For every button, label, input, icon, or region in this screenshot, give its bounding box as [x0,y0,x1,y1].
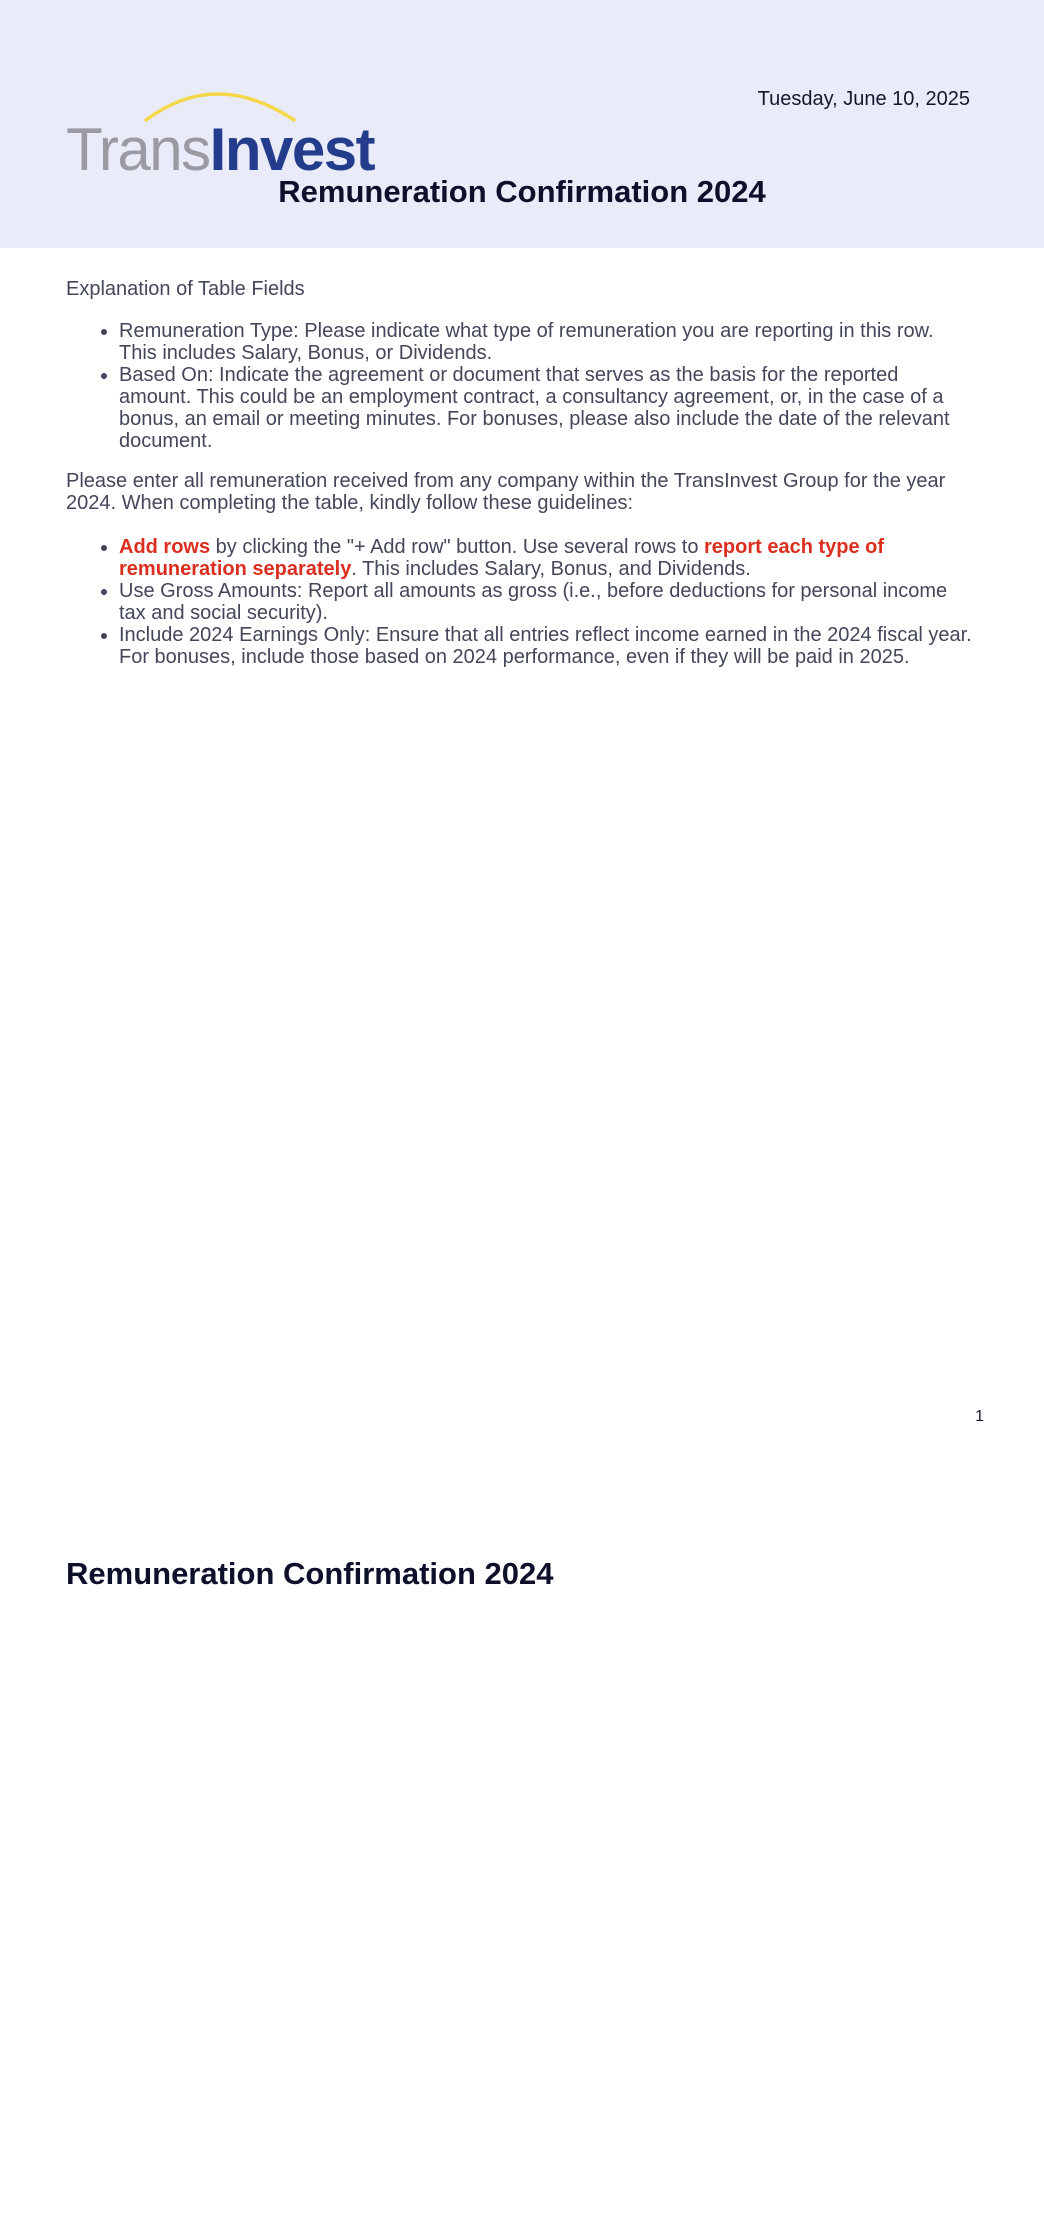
instructions-intro: Please enter all remuneration received from any company within the TransInvest Group for the year 2024. When completing the table, kindly follow these guidelines: [66,470,946,514]
logo-text-trans: Trans [66,116,210,180]
guidelines-list [66,536,976,668]
guideline-text: by clicking the "+ Add row" button. Use several rows to [210,536,705,558]
guideline-text: . This includes Salary, Bonus, and Dividends. [351,558,751,580]
emphasis-add-rows: Add rows [119,536,211,558]
page-header [0,0,1044,248]
transinvest-logo [66,80,376,180]
document-date: Tuesday, June 10, 2025 [757,88,970,110]
logo-text-invest: Invest [209,116,375,180]
page-2-title: Remuneration Confirmation 2024 [66,1556,554,1591]
explanation-list [66,320,976,452]
page-title: Remuneration Confirmation 2024 [278,174,766,209]
emphasis-report-separately: report each type of remuneration separately [119,536,885,580]
list-item [119,536,976,580]
svg-text:TransInvest [66,116,376,180]
page-number: 1 [975,1408,984,1425]
list-item: • Use Gross Amounts: Report all amounts as gross (i.e., before deductions for personal income tax and social security). [119,580,976,624]
list-item: • Remuneration Type: Please indicate what type of remuneration you are reporting in this row. This includes Salary, Bonus, or Dividends. [119,320,976,364]
explanation-heading: Explanation of Table Fields [66,278,305,300]
list-item: • Include 2024 Earnings Only: Ensure that all entries reflect income earned in the 2024 fiscal year. For bonuses, include those based on 2024 performance, even if they will be paid in 2025. [119,624,976,668]
list-item: • Based On: Indicate the agreement or document that serves as the basis for the reported amount. This could be an employment contract, a consultancy agreement, or, in the case of a bonus, an email or meeting minutes. For bonuses, please also include the date of the relevant document. [119,364,976,452]
document-body [66,278,976,686]
